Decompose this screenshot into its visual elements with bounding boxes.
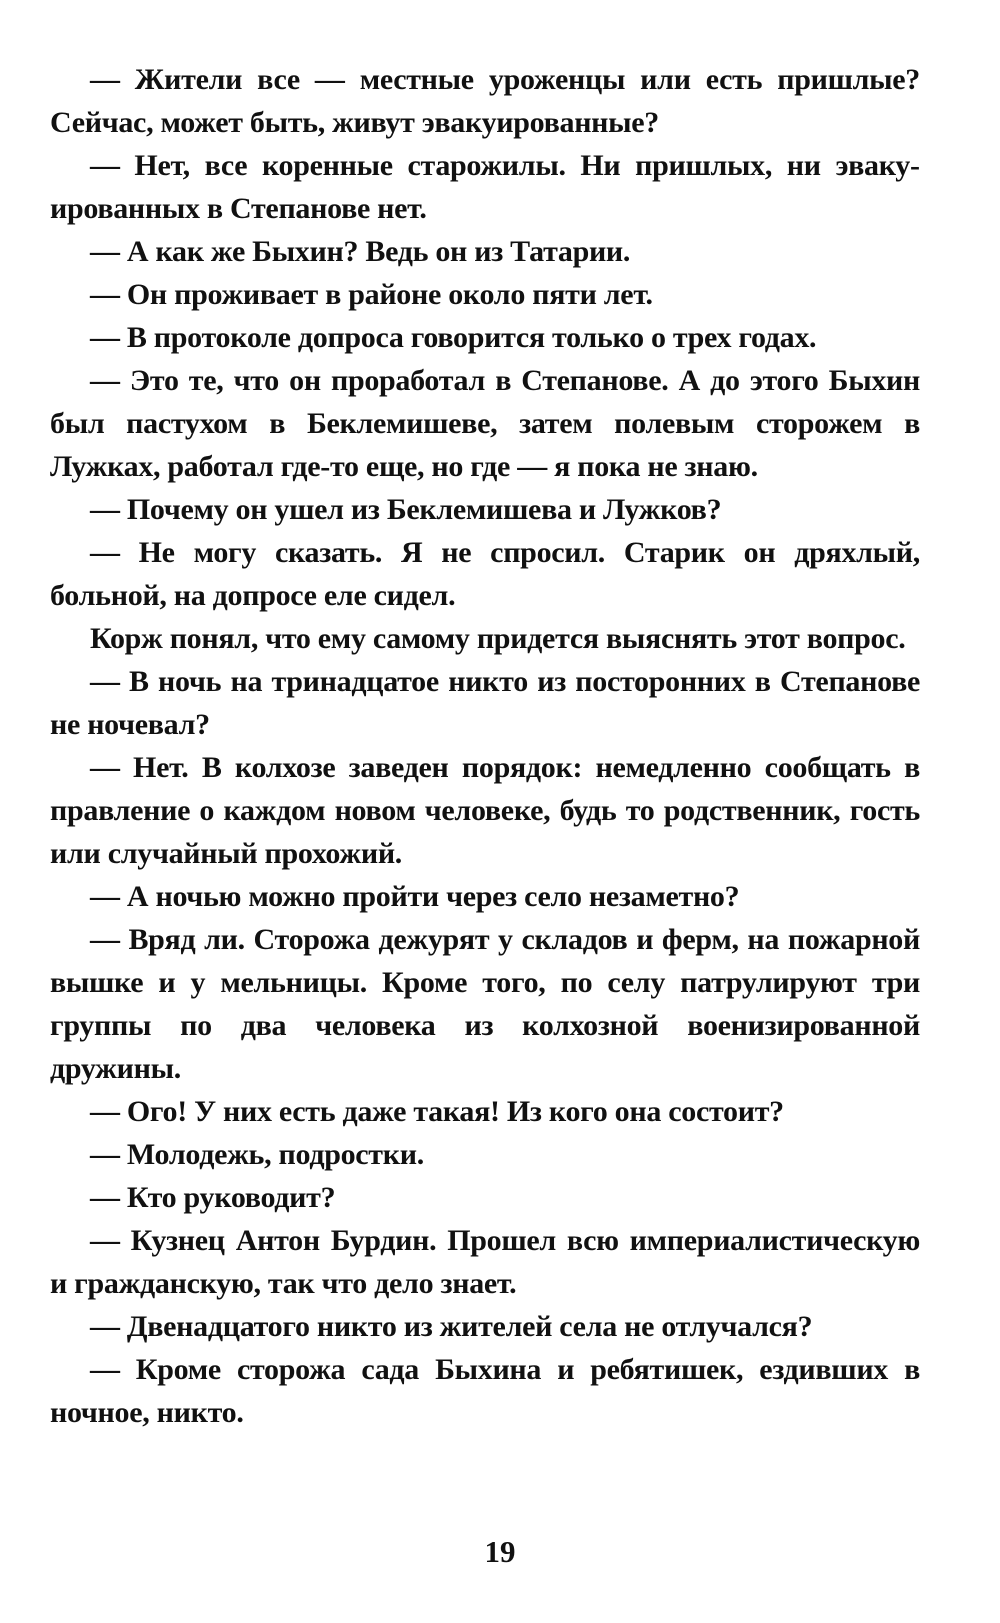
paragraph-15: — Молодежь, подростки. xyxy=(90,1138,424,1171)
paragraph-3: — А как же Быхин? Ведь он из Татарии. xyxy=(90,235,631,268)
paragraph-2: — Нет, все коренные старожилы. Ни пришлых, ни эвакуированных в Степанове нет. xyxy=(50,149,920,225)
page-text xyxy=(50,58,920,1434)
paragraph-14: — Ого! У них есть даже такая! Из кого она состоит? xyxy=(90,1095,784,1128)
paragraph-8: — Не могу сказать. Я не спросил. Старик он дряхлый, больной, на допросе еле сидел. xyxy=(50,536,920,612)
paragraph-18: — Двенадцатого никто из жителей села не отлучался? xyxy=(90,1310,813,1343)
paragraph-5: — В протоколе допроса говорится только о трех годах. xyxy=(90,321,817,354)
paragraph-9: Корж понял, что ему самому придется выяснять этот вопрос. xyxy=(90,622,906,655)
paragraph-17: — Кузнец Антон Бурдин. Прошел всю империалистическую и гражданскую, так что дело знает. xyxy=(50,1224,920,1300)
paragraph-7: — Почему он ушел из Беклемишева и Лужков? xyxy=(90,493,722,526)
paragraph-13: — Вряд ли. Сторожа дежурят у складов и ферм, на пожарной вышке и у мельницы. Кроме того, по селу патрулируют три группы по два человека из колхозной военизированной дружины. xyxy=(50,923,920,1085)
paragraph-1: — Жители все — местные уроженцы или есть пришлые? Сейчас, может быть, живут эвакуированные? xyxy=(50,63,920,139)
paragraph-10: — В ночь на тринадцатое никто из посторонних в Степанове не ночевал? xyxy=(50,665,920,741)
paragraph-19: — Кроме сторожа сада Быхина и ребятишек, ездивших в ночное, никто. xyxy=(50,1353,920,1429)
paragraph-6: — Это те, что он проработал в Степанове. А до этого Быхин был пастухом в Беклемишеве, затем полевым сторожем в Лужках, работал где-то еще, но где — я пока не знаю. xyxy=(50,364,920,483)
paragraph-4: — Он проживает в районе около пяти лет. xyxy=(90,278,653,311)
paragraph-11: — Нет. В колхозе заведен порядок: немедленно сообщать в правление о каждом новом человеке, будь то родственник, гость или случайный прохожий. xyxy=(50,751,920,870)
paragraph-12: — А ночью можно пройти через село незаметно? xyxy=(90,880,740,913)
page-number: 19 xyxy=(484,1534,516,1569)
paragraph-16: — Кто руководит? xyxy=(90,1181,336,1214)
